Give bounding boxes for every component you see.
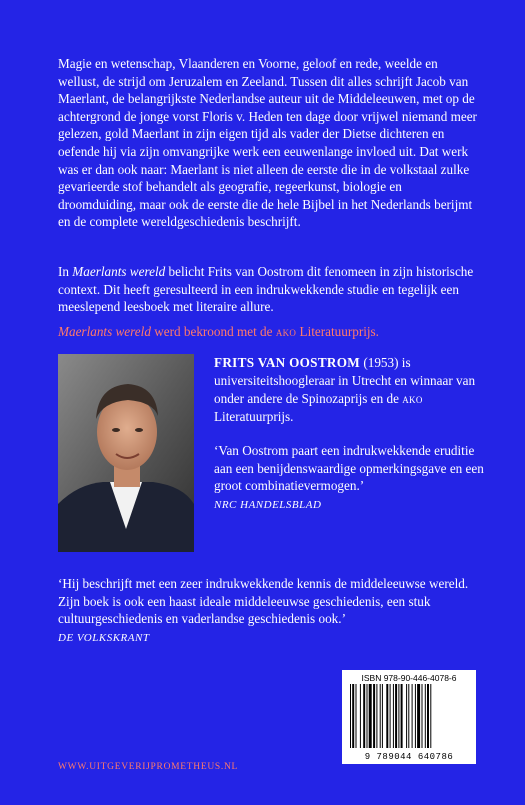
author-bio-text-2: Literatuurprijs. [214,409,294,424]
barcode-bar [369,684,372,748]
context-prefix: In [58,264,73,279]
barcode-bar [367,684,368,748]
barcode-bar [390,684,391,748]
barcode-bar [352,684,354,748]
barcode-bar [376,684,377,748]
barcode-bar [393,684,394,748]
barcode-bar [360,684,361,748]
barcode-bar [380,684,381,748]
barcode-bar [415,684,416,748]
barcode-bar [430,684,431,748]
context-rest: belicht Frits van Oostrom dit fenomeen in zijn historische context. Dit heeft geresulteerd in een indrukwekkende studie en tegelijk een meeslepend leesboek met literaire allure. [58,264,474,315]
barcode-bar [356,684,357,748]
barcode-bar [350,684,351,748]
barcode-bar [406,684,407,748]
barcode-bar [401,684,403,748]
barcode-bar [427,684,429,748]
barcode-bar [425,684,426,748]
press-quote-2 [58,575,483,647]
barcode-bar [417,684,420,748]
author-bio-ako: ako [402,391,423,406]
barcode-bar [382,684,383,748]
award-middle: werd bekroond met de [150,324,276,339]
press-quote-2-text: ‘Hij beschrijft met een zeer indrukwekkende kennis de middeleeuwse wereld. Zijn boek is ook een haast ideale middeleeuwse geschiedenis, een stuk cultuurgeschiedenis en vaderlandse geschiedenis ook.’ [58,576,469,627]
press-quote-2-source: DE VOLKSKRANT [58,631,150,644]
context-paragraph [58,263,478,316]
isbn-label: ISBN 978-90-446-4078-6 [361,673,457,683]
award-line [58,323,478,341]
barcode-bar [363,684,365,748]
barcode-bar [373,684,375,748]
barcode-bar [422,684,423,748]
press-quote-1-source: NRC HANDELSBLAD [214,498,322,511]
author-name: FRITS VAN OOSTROM [214,355,361,370]
barcode-bar [398,684,399,748]
award-book-title: Maerlants wereld [58,324,151,339]
barcode-bar [412,684,413,748]
intro-paragraph: Magie en wetenschap, Vlaanderen en Voorne, geloof en rede, weelde en wellust, de strijd om Jeruzalem en Zeeland. Tussen dit alles schrijft Jacob van Maerlant, de belangrijkste Nederlandse auteur uit de Middeleeuwen, met op de achtergrond de jonge vorst Floris v. Heden ten dage door vrijwel niemand meer gelezen, gold Maerlant in zijn eigen tijd als vader der Dietse dichteren en oefende hij via zijn omvangrijke werk een eeuwenlange invloed uit. Dat werk was er dan ook naar: Maerlant is niet alleen de eerste die in de volkstaal zulke gevarieerde stof behandelt als geografie, regeerkunst, biologie en droomduiding, maar ook de eerste die de hele Bijbel in het Nederlands berijmt en de complete wereldgeschiedenis beschrijft. [58,56,477,230]
barcode-bars [350,684,468,748]
press-quote-1 [214,442,484,514]
isbn-digits: 9 789044 640786 [364,752,454,762]
barcode-bar [395,684,397,748]
barcode-bar [408,684,409,748]
context-book-title: Maerlants wereld [72,264,166,279]
author-photo [58,354,194,552]
author-portrait-image [58,354,194,552]
publisher-website[interactable]: WWW.UITGEVERIJPROMETHEUS.NL [58,762,239,772]
isbn-barcode [342,670,476,764]
author-bio-text-1: (1953) is universiteitshoogleraar in Utrecht en winnaar van onder andere de Spinozaprijs en de [214,355,476,406]
award-ako: ako [275,324,297,339]
press-quote-1-text: ‘Van Oostrom paart een indrukwekkende eruditie aan een benijdenswaardige opmerkingsgave en een groot combinatievermogen.’ [214,443,484,494]
award-end: Literatuurprijs. [296,324,379,339]
barcode-bar [386,684,388,748]
author-bio [214,354,484,426]
